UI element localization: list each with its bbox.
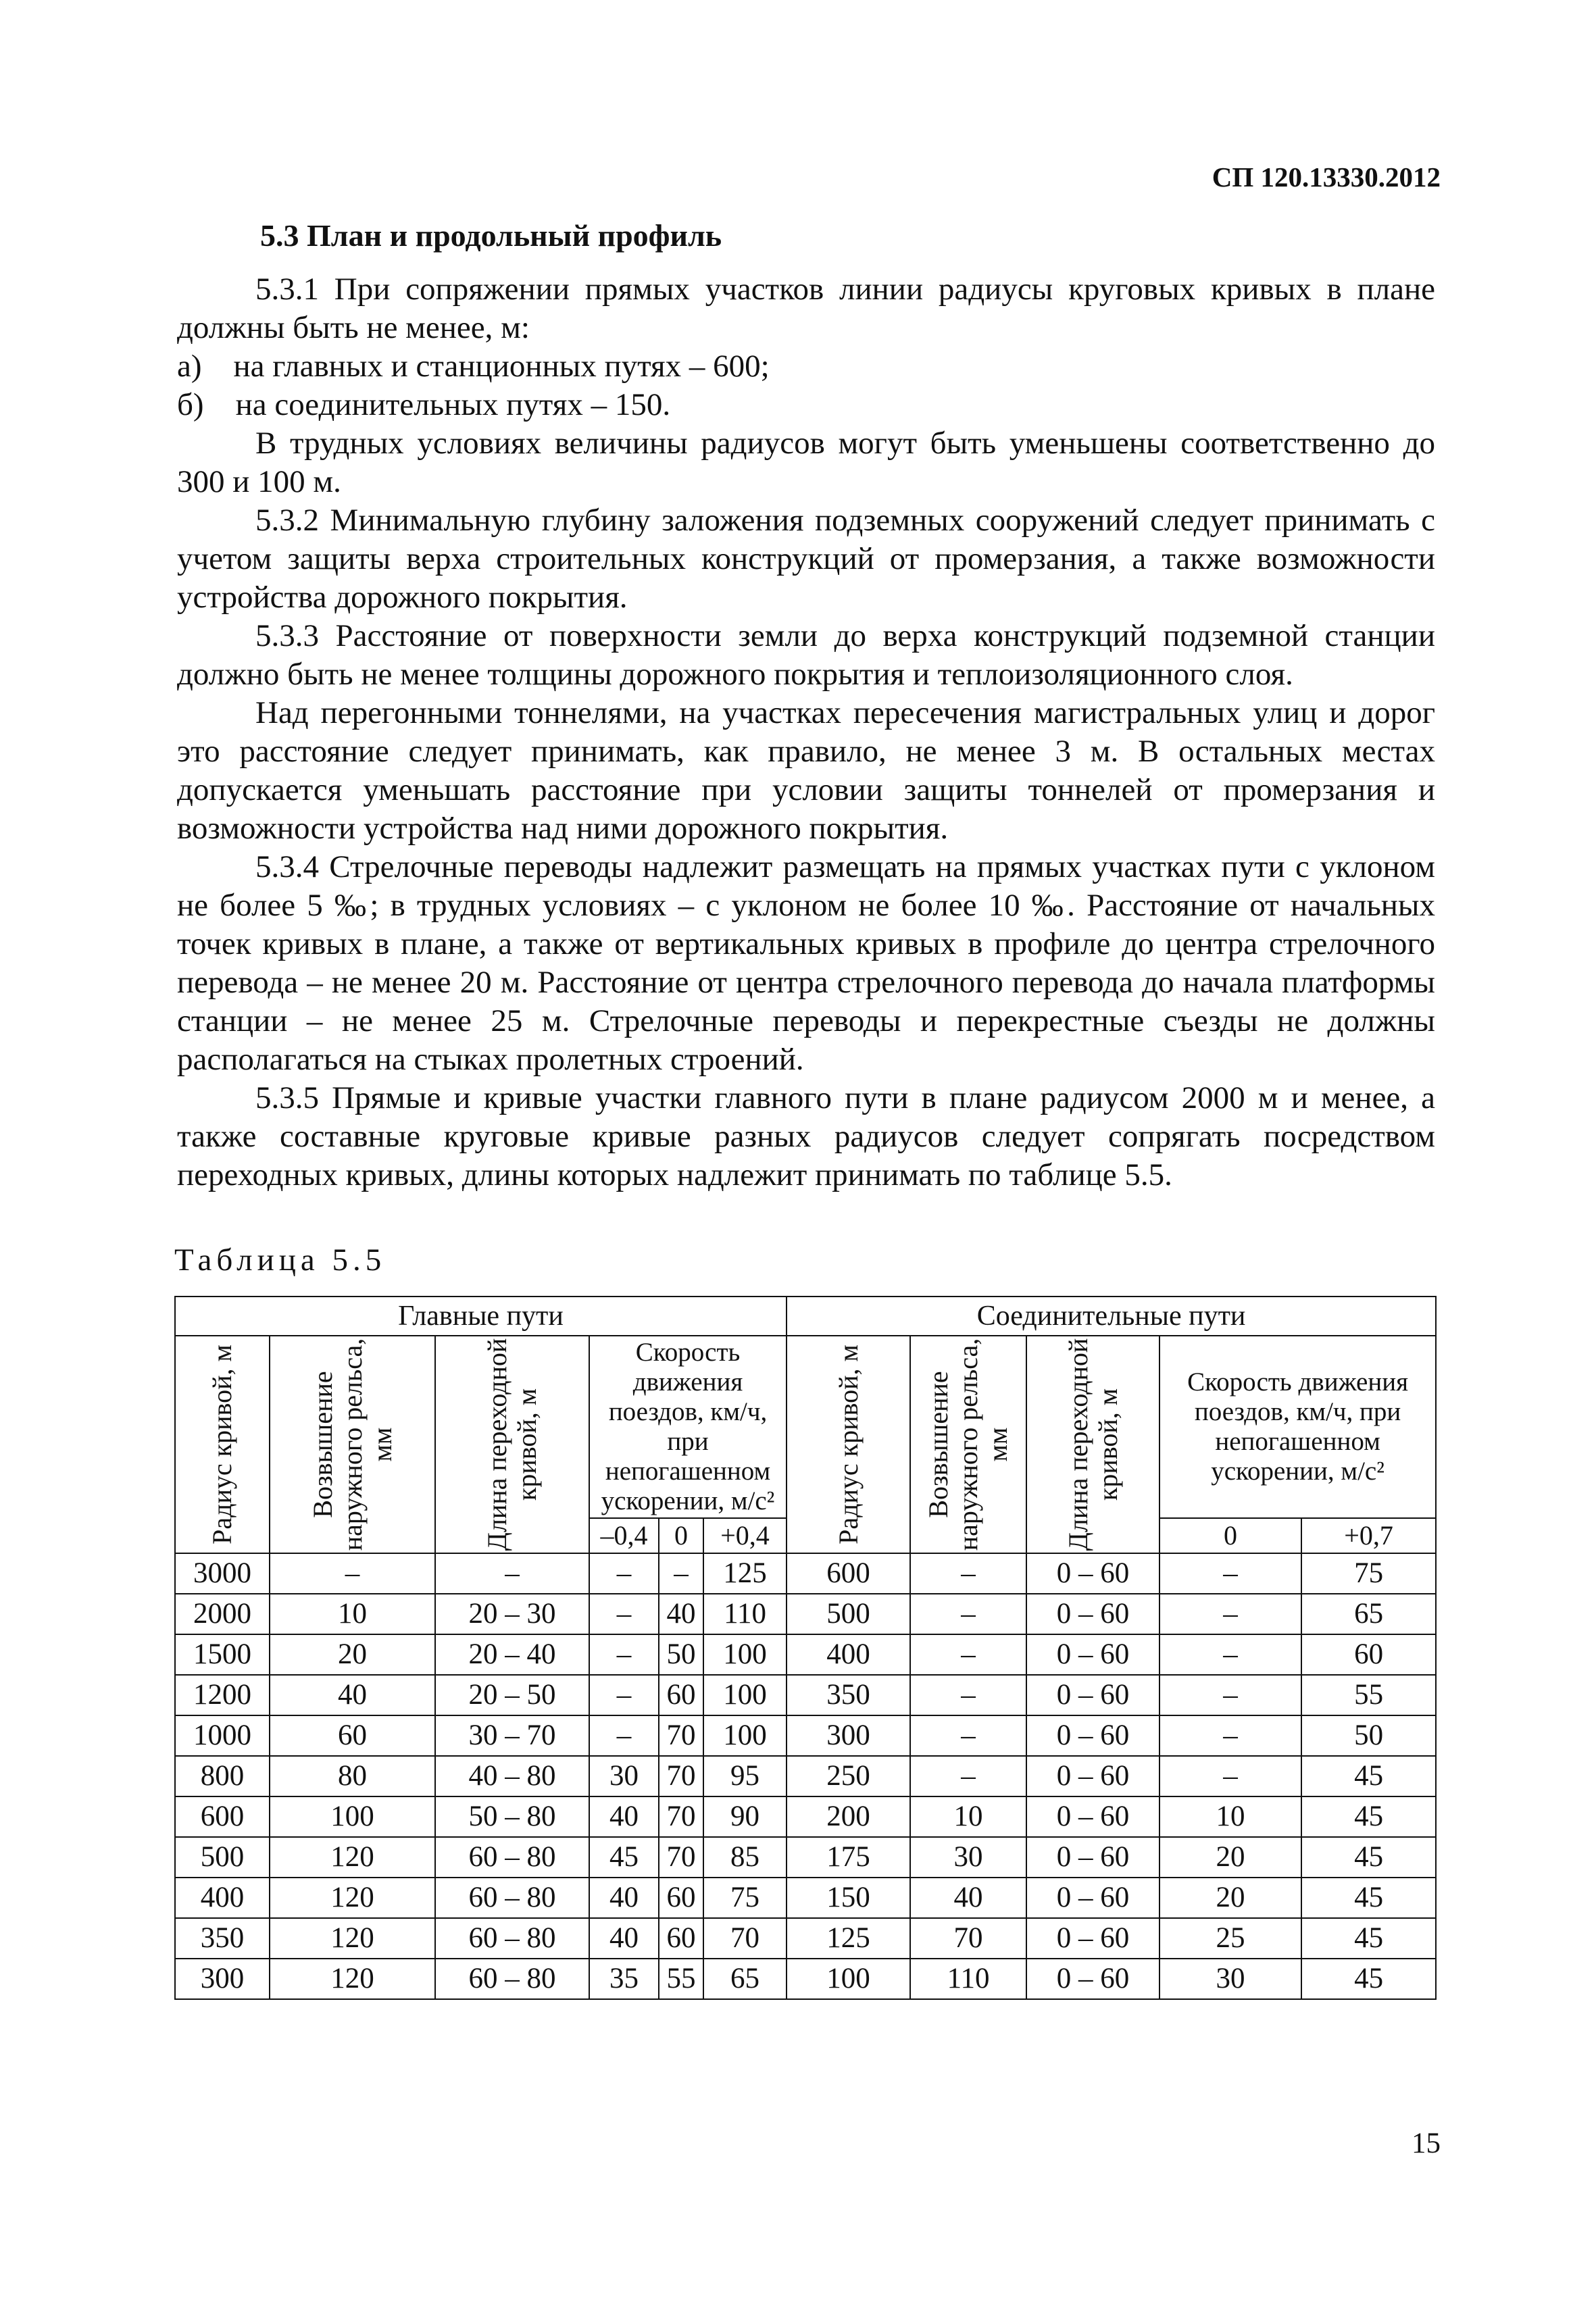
table-cell: 0 – 60 bbox=[1026, 1878, 1159, 1918]
table-cell: 20 – 40 bbox=[435, 1634, 589, 1675]
table-cell: 40 bbox=[659, 1594, 703, 1634]
table-cell: – bbox=[435, 1553, 589, 1594]
table-cell: 1500 bbox=[175, 1634, 270, 1675]
table-row bbox=[175, 1918, 1436, 1959]
table-cell: 20 bbox=[1159, 1837, 1301, 1878]
table-cell: 40 bbox=[270, 1675, 435, 1715]
table-row bbox=[175, 1837, 1436, 1878]
subheader-accel: 0 bbox=[1159, 1518, 1301, 1553]
subheader-accel: 0 bbox=[659, 1518, 703, 1553]
table-cell: 120 bbox=[270, 1837, 435, 1878]
table-cell: 40 bbox=[589, 1878, 659, 1918]
table-cell: 100 bbox=[703, 1634, 787, 1675]
list-item-a: а) на главных и станционных путях – 600; bbox=[177, 349, 770, 384]
table-cell: 3000 bbox=[175, 1553, 270, 1594]
subheader-accel: +0,7 bbox=[1301, 1518, 1436, 1553]
table-cell: 50 – 80 bbox=[435, 1796, 589, 1837]
table-cell: – bbox=[589, 1594, 659, 1634]
table-cell: – bbox=[910, 1634, 1026, 1675]
table-cell: – bbox=[910, 1675, 1026, 1715]
table-cell: 35 bbox=[589, 1959, 659, 1999]
table-cell: 30 bbox=[1159, 1959, 1301, 1999]
table-cell: 70 bbox=[659, 1837, 703, 1878]
table-cell: 0 – 60 bbox=[1026, 1553, 1159, 1594]
table-cell: 40 bbox=[910, 1878, 1026, 1918]
table-cell: 75 bbox=[1301, 1553, 1436, 1594]
table-cell: 20 bbox=[1159, 1878, 1301, 1918]
table-cell: 0 – 60 bbox=[1026, 1715, 1159, 1756]
table-cell: 65 bbox=[1301, 1594, 1436, 1634]
table-cell: 110 bbox=[703, 1594, 787, 1634]
paragraph-5-3-1: 5.3.1 При сопряжении прямых участков линии радиусы круговых кривых в плане должны быть не менее, м: bbox=[177, 272, 1435, 345]
table-cell: 100 bbox=[703, 1715, 787, 1756]
group-header-connecting-tracks: Соединительные пути bbox=[787, 1297, 1436, 1336]
table-row bbox=[175, 1959, 1436, 1999]
table-cell: – bbox=[1159, 1594, 1301, 1634]
table-cell: – bbox=[589, 1634, 659, 1675]
table-cell: 10 bbox=[270, 1594, 435, 1634]
col-header-elevation-main: Возвышение наружного рельса, мм bbox=[270, 1336, 435, 1553]
table-cell: 0 – 60 bbox=[1026, 1594, 1159, 1634]
table-cell: 45 bbox=[1301, 1959, 1436, 1999]
subheader-accel: +0,4 bbox=[703, 1518, 787, 1553]
table-cell: 60 bbox=[659, 1878, 703, 1918]
table-cell: – bbox=[910, 1594, 1026, 1634]
table-cell: – bbox=[1159, 1756, 1301, 1796]
table-cell: 55 bbox=[659, 1959, 703, 1999]
table-row bbox=[175, 1634, 1436, 1675]
table-cell: 0 – 60 bbox=[1026, 1756, 1159, 1796]
table-cell: 600 bbox=[787, 1553, 910, 1594]
table-cell: 70 bbox=[659, 1715, 703, 1756]
table-cell: 10 bbox=[1159, 1796, 1301, 1837]
table-cell: 60 – 80 bbox=[435, 1918, 589, 1959]
table-cell: 0 – 60 bbox=[1026, 1959, 1159, 1999]
table-cell: – bbox=[659, 1553, 703, 1594]
table-cell: 40 bbox=[589, 1796, 659, 1837]
table-cell: 45 bbox=[1301, 1878, 1436, 1918]
table-cell: 45 bbox=[1301, 1796, 1436, 1837]
table-cell: 45 bbox=[1301, 1756, 1436, 1796]
table-cell: 120 bbox=[270, 1959, 435, 1999]
table-cell: 80 bbox=[270, 1756, 435, 1796]
table-cell: 60 bbox=[659, 1675, 703, 1715]
table-cell: 100 bbox=[703, 1675, 787, 1715]
table-cell: – bbox=[1159, 1634, 1301, 1675]
table-cell: – bbox=[1159, 1715, 1301, 1756]
table-cell: – bbox=[910, 1553, 1026, 1594]
paragraph-5-3-4: 5.3.4 Стрелочные переводы надлежит размещать на прямых участках пути с уклоном не более 5 ‰; в трудных условиях – с уклоном не более 10 ‰. Расстояние от начальных точек кривых в плане, а также от вертикальных кривых в профиле до центра стрелочного перевода – не менее 20 м. Расстояние от центра стрелочного перевода до начала платформы станции – не менее 25 м. Стрелочные переводы и перекрестные съезды не должны располагаться на стыках пролетных строений. bbox=[177, 849, 1435, 1077]
table-cell: 300 bbox=[175, 1959, 270, 1999]
table-cell: 100 bbox=[787, 1959, 910, 1999]
table-cell: – bbox=[910, 1756, 1026, 1796]
table-cell: 800 bbox=[175, 1756, 270, 1796]
page-number: 15 bbox=[1412, 2128, 1441, 2159]
table-cell: 350 bbox=[787, 1675, 910, 1715]
col-header-speed-main: Скорость движения поездов, км/ч, при непогашенном ускорении, м/с² bbox=[589, 1336, 787, 1518]
table-cell: 300 bbox=[787, 1715, 910, 1756]
table-cell: 60 bbox=[1301, 1634, 1436, 1675]
table-cell: – bbox=[589, 1675, 659, 1715]
table-cell: 70 bbox=[659, 1796, 703, 1837]
table-cell: 75 bbox=[703, 1878, 787, 1918]
document-code: СП 120.13330.2012 bbox=[1212, 161, 1441, 193]
table-cell: – bbox=[1159, 1553, 1301, 1594]
table-cell: 60 – 80 bbox=[435, 1837, 589, 1878]
table-cell: 90 bbox=[703, 1796, 787, 1837]
table-cell: – bbox=[589, 1553, 659, 1594]
table-cell: 45 bbox=[589, 1837, 659, 1878]
table-cell: 0 – 60 bbox=[1026, 1675, 1159, 1715]
table-cell: 60 bbox=[270, 1715, 435, 1756]
table-cell: 20 – 50 bbox=[435, 1675, 589, 1715]
table-5-5 bbox=[174, 1296, 1437, 2000]
table-cell: 85 bbox=[703, 1837, 787, 1878]
table-cell: 0 – 60 bbox=[1026, 1918, 1159, 1959]
body-text bbox=[177, 270, 1435, 1194]
table-cell: 10 bbox=[910, 1796, 1026, 1837]
table-cell: 120 bbox=[270, 1878, 435, 1918]
table-row bbox=[175, 1878, 1436, 1918]
table-row bbox=[175, 1715, 1436, 1756]
paragraph-5-3-2: 5.3.2 Минимальную глубину заложения подземных сооружений следует принимать с учетом защиты верха строительных конструкций от промерзания, а также возможности устройства дорожного покрытия. bbox=[177, 503, 1435, 615]
table-cell: 100 bbox=[270, 1796, 435, 1837]
table-cell: 40 bbox=[589, 1918, 659, 1959]
table-cell: 50 bbox=[1301, 1715, 1436, 1756]
table-cell: 25 bbox=[1159, 1918, 1301, 1959]
table-row bbox=[175, 1796, 1436, 1837]
col-header-length-conn: Длина переходной кривой, м bbox=[1026, 1336, 1159, 1553]
table-row bbox=[175, 1553, 1436, 1594]
table-cell: 200 bbox=[787, 1796, 910, 1837]
table-cell: 0 – 60 bbox=[1026, 1837, 1159, 1878]
subheader-accel: –0,4 bbox=[589, 1518, 659, 1553]
col-header-length-main: Длина переходной кривой, м bbox=[435, 1336, 589, 1553]
paragraph-difficult-conditions: В трудных условиях величины радиусов могут быть уменьшены соответственно до 300 и 100 м. bbox=[177, 426, 1435, 499]
table-cell: 250 bbox=[787, 1756, 910, 1796]
table-cell: 400 bbox=[175, 1878, 270, 1918]
table-cell: 20 – 30 bbox=[435, 1594, 589, 1634]
table-caption: Таблица 5.5 bbox=[174, 1242, 386, 1278]
table-cell: 30 bbox=[910, 1837, 1026, 1878]
col-header-radius-main: Радиус кривой, м bbox=[175, 1336, 270, 1553]
table-cell: 350 bbox=[175, 1918, 270, 1959]
col-header-radius-conn: Радиус кривой, м bbox=[787, 1336, 910, 1553]
table-cell: 500 bbox=[787, 1594, 910, 1634]
table-cell: 65 bbox=[703, 1959, 787, 1999]
table-cell: 125 bbox=[703, 1553, 787, 1594]
table-cell: 0 – 60 bbox=[1026, 1796, 1159, 1837]
table-cell: 30 bbox=[589, 1756, 659, 1796]
table-row bbox=[175, 1675, 1436, 1715]
table-cell: 1000 bbox=[175, 1715, 270, 1756]
table-cell: 70 bbox=[910, 1918, 1026, 1959]
table-cell: 60 bbox=[659, 1918, 703, 1959]
table-body bbox=[175, 1553, 1436, 1999]
table-cell: 1200 bbox=[175, 1675, 270, 1715]
table-cell: 600 bbox=[175, 1796, 270, 1837]
section-title: 5.3 План и продольный профиль bbox=[260, 218, 722, 253]
table-cell: 2000 bbox=[175, 1594, 270, 1634]
table-cell: 45 bbox=[1301, 1837, 1436, 1878]
table-cell: 70 bbox=[659, 1756, 703, 1796]
table-cell: – bbox=[270, 1553, 435, 1594]
list-item-b: б) на соединительных путях – 150. bbox=[177, 387, 671, 422]
table-cell: 40 – 80 bbox=[435, 1756, 589, 1796]
col-header-elevation-conn: Возвышение наружного рельса, мм bbox=[910, 1336, 1026, 1553]
table-cell: 20 bbox=[270, 1634, 435, 1675]
table-cell: 95 bbox=[703, 1756, 787, 1796]
table-cell: 150 bbox=[787, 1878, 910, 1918]
table-cell: 400 bbox=[787, 1634, 910, 1675]
table-cell: 110 bbox=[910, 1959, 1026, 1999]
table-row bbox=[175, 1756, 1436, 1796]
col-header-speed-conn: Скорость движения поездов, км/ч, при непогашенном ускорении, м/с² bbox=[1159, 1336, 1436, 1518]
table-cell: – bbox=[910, 1715, 1026, 1756]
table-cell: 125 bbox=[787, 1918, 910, 1959]
paragraph-5-3-5: 5.3.5 Прямые и кривые участки главного пути в плане радиусом 2000 м и менее, а также составные круговые кривые разных радиусов следует сопрягать посредством переходных кривых, длины которых надлежит принимать по таблице 5.5. bbox=[177, 1080, 1435, 1192]
table-cell: 0 – 60 bbox=[1026, 1634, 1159, 1675]
paragraph-tunnels: Над перегонными тоннелями, на участках пересечения магистральных улиц и дорог это расстояние следует принимать, как правило, не менее 3 м. В остальных местах допускается уменьшать расстояние при условии защиты тоннелей от промерзания и возможности устройства над ними дорожного покрытия. bbox=[177, 695, 1435, 846]
table-cell: 45 bbox=[1301, 1918, 1436, 1959]
table-cell: 50 bbox=[659, 1634, 703, 1675]
table-cell: 120 bbox=[270, 1918, 435, 1959]
paragraph-5-3-3: 5.3.3 Расстояние от поверхности земли до верха конструкций подземной станции должно быть не менее толщины дорожного покрытия и теплоизоляционного слоя. bbox=[177, 618, 1435, 692]
group-header-main-tracks: Главные пути bbox=[175, 1297, 787, 1336]
table-cell: 60 – 80 bbox=[435, 1959, 589, 1999]
table-row bbox=[175, 1594, 1436, 1634]
table-cell: 55 bbox=[1301, 1675, 1436, 1715]
table-cell: 30 – 70 bbox=[435, 1715, 589, 1756]
table-cell: – bbox=[1159, 1675, 1301, 1715]
table-cell: 500 bbox=[175, 1837, 270, 1878]
table-cell: – bbox=[589, 1715, 659, 1756]
table-cell: 175 bbox=[787, 1837, 910, 1878]
table-cell: 60 – 80 bbox=[435, 1878, 589, 1918]
table-cell: 70 bbox=[703, 1918, 787, 1959]
